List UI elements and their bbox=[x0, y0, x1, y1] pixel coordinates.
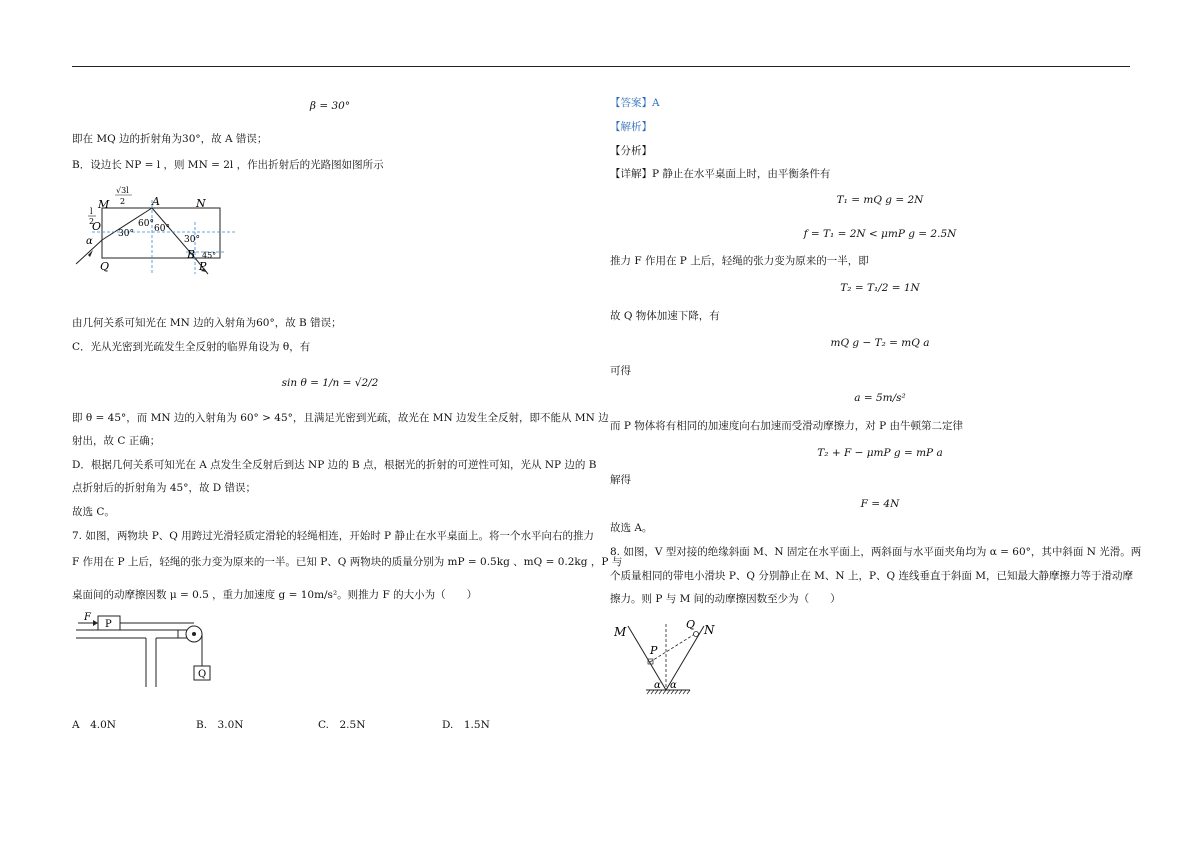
text-line: 故选 C。 bbox=[72, 506, 115, 518]
text-line: 故 Q 物体加速下降，有 bbox=[610, 310, 720, 322]
analysis-label: 【解析】 bbox=[610, 121, 652, 133]
equation-2: f = T₁ = 2N < μmP g = 2.5N bbox=[803, 228, 957, 240]
label-M: M bbox=[98, 198, 110, 211]
equation-4: mQ g − T₂ = mQ a bbox=[830, 337, 930, 349]
header-rule bbox=[72, 66, 1130, 67]
option-a: A 4.0N bbox=[72, 719, 116, 731]
question-8-line: 个质量相同的带电小滑块 P、Q 分别静止在 M、N 上，P、Q 连线垂直于斜面 M，已知最大静摩擦力等于滑动摩 bbox=[610, 570, 1134, 582]
label-P: P bbox=[650, 644, 658, 657]
angle-30-a: 30° bbox=[118, 229, 134, 239]
equation-beta: β = 30° bbox=[309, 100, 351, 112]
text-line: B．设边长 NP = l ，则 MN = 2l ，作出折射后的光路图如图所示 bbox=[72, 159, 384, 171]
text-line: 射出，故 C 正确； bbox=[72, 435, 161, 447]
question-8-line: 8. 如图，V 型对接的绝缘斜面 M、N 固定在水平面上，两斜面与水平面夹角均为 α = 60°，其中斜面 N 光滑。两 bbox=[610, 546, 1142, 558]
text-line: 故选 A。 bbox=[610, 522, 653, 534]
text-line: 可得 bbox=[610, 365, 631, 377]
text-line: 即在 MQ 边的折射角为30°，故 A 错误； bbox=[72, 133, 268, 145]
answer-label: 【答案】A bbox=[610, 97, 660, 109]
equation-5: a = 5m/s² bbox=[854, 392, 906, 404]
question-7-line: 7. 如图，两物块 P、Q 用跨过光滑轻质定滑轮的轻绳相连，开始时 P 静止在水平桌面上。将一个水平向右的推力 bbox=[72, 530, 594, 542]
light-path-figure bbox=[76, 178, 256, 278]
equation-1: T₁ = mQ g = 2N bbox=[836, 194, 924, 206]
text-line: 即 θ = 45°，而 MN 边的入射角为 60° > 45°，且满足光密到光疏，故光在 MN 边发生全反射，即不能从 MN 边 bbox=[72, 412, 609, 424]
equation-7: F = 4N bbox=[860, 498, 900, 510]
label-P: P bbox=[199, 260, 207, 273]
label-Q: Q bbox=[100, 260, 110, 273]
option-c: C. 2.5N bbox=[318, 719, 366, 731]
equation-sin: sin θ = 1/n = √2/2 bbox=[281, 377, 379, 389]
label-alpha-left: α bbox=[654, 680, 661, 691]
label-force-F: F bbox=[84, 612, 91, 623]
label-frac-bot: 2 bbox=[120, 197, 126, 206]
pulley-figure bbox=[74, 612, 224, 687]
label-half-top: l bbox=[90, 207, 93, 216]
fenxi-label: 【分析】 bbox=[610, 145, 652, 157]
option-b: B. 3.0N bbox=[196, 719, 244, 731]
label-block-Q: Q bbox=[198, 669, 207, 680]
v-incline-figure bbox=[606, 614, 736, 700]
label-alpha-right: α bbox=[670, 680, 677, 691]
text-line: C．光从光密到光疏发生全反射的临界角设为 θ，有 bbox=[72, 341, 311, 353]
angle-60-b: 60° bbox=[154, 224, 170, 234]
label-Q: Q bbox=[686, 618, 696, 631]
text-line: 推力 F 作用在 P 上后，轻绳的张力变为原来的一半，即 bbox=[610, 255, 869, 267]
label-block-P: P bbox=[105, 619, 112, 630]
equation-6: T₂ + F − μmP g = mP a bbox=[817, 447, 943, 459]
detail-line: 【详解】P 静止在水平桌面上时，由平衡条件有 bbox=[610, 168, 831, 180]
label-O: O bbox=[92, 220, 102, 233]
label-half-bot: 2 bbox=[89, 217, 95, 226]
text-line: D．根据几何关系可知光在 A 点发生全反射后到达 NP 边的 B 点，根据光的折射的可逆性可知，光从 NP 边的 B bbox=[72, 459, 597, 471]
label-M: M bbox=[614, 625, 627, 639]
text-line: 由几何关系可知光在 MN 边的入射角为60°，故 B 错误； bbox=[72, 317, 342, 329]
angle-45: 45° bbox=[202, 251, 217, 260]
label-alpha: α bbox=[86, 236, 93, 247]
text-line: 点折射后的折射角为 45°，故 D 错误； bbox=[72, 482, 257, 494]
label-N: N bbox=[196, 197, 206, 210]
angle-30-b: 30° bbox=[184, 235, 200, 245]
label-N: N bbox=[704, 623, 715, 637]
label-frac-top: √3l bbox=[116, 186, 129, 195]
angle-60-a: 60° bbox=[138, 219, 154, 229]
label-A: A bbox=[152, 195, 160, 208]
question-8-line: 擦力。则 P 与 M 间的动摩擦因数至少为（ ） bbox=[610, 593, 841, 605]
text-line: 而 P 物体将有相同的加速度向右加速而受滑动摩擦力，对 P 由牛顿第二定律 bbox=[610, 420, 963, 432]
equation-3: T₂ = T₁/2 = 1N bbox=[840, 282, 920, 294]
question-7-line: 桌面间的动摩擦因数 μ = 0.5 ，重力加速度 g = 10m/s²。则推力 F 的大小为（ ） bbox=[72, 589, 478, 601]
question-7-line: F 作用在 P 上后，轻绳的张力变为原来的一半。已知 P、Q 两物块的质量分别为 mP = 0.5kg 、mQ = 0.2kg ，P 与 bbox=[72, 556, 623, 568]
option-d: D. 1.5N bbox=[442, 719, 490, 731]
text-line: 解得 bbox=[610, 474, 631, 486]
label-B: B bbox=[187, 248, 196, 261]
